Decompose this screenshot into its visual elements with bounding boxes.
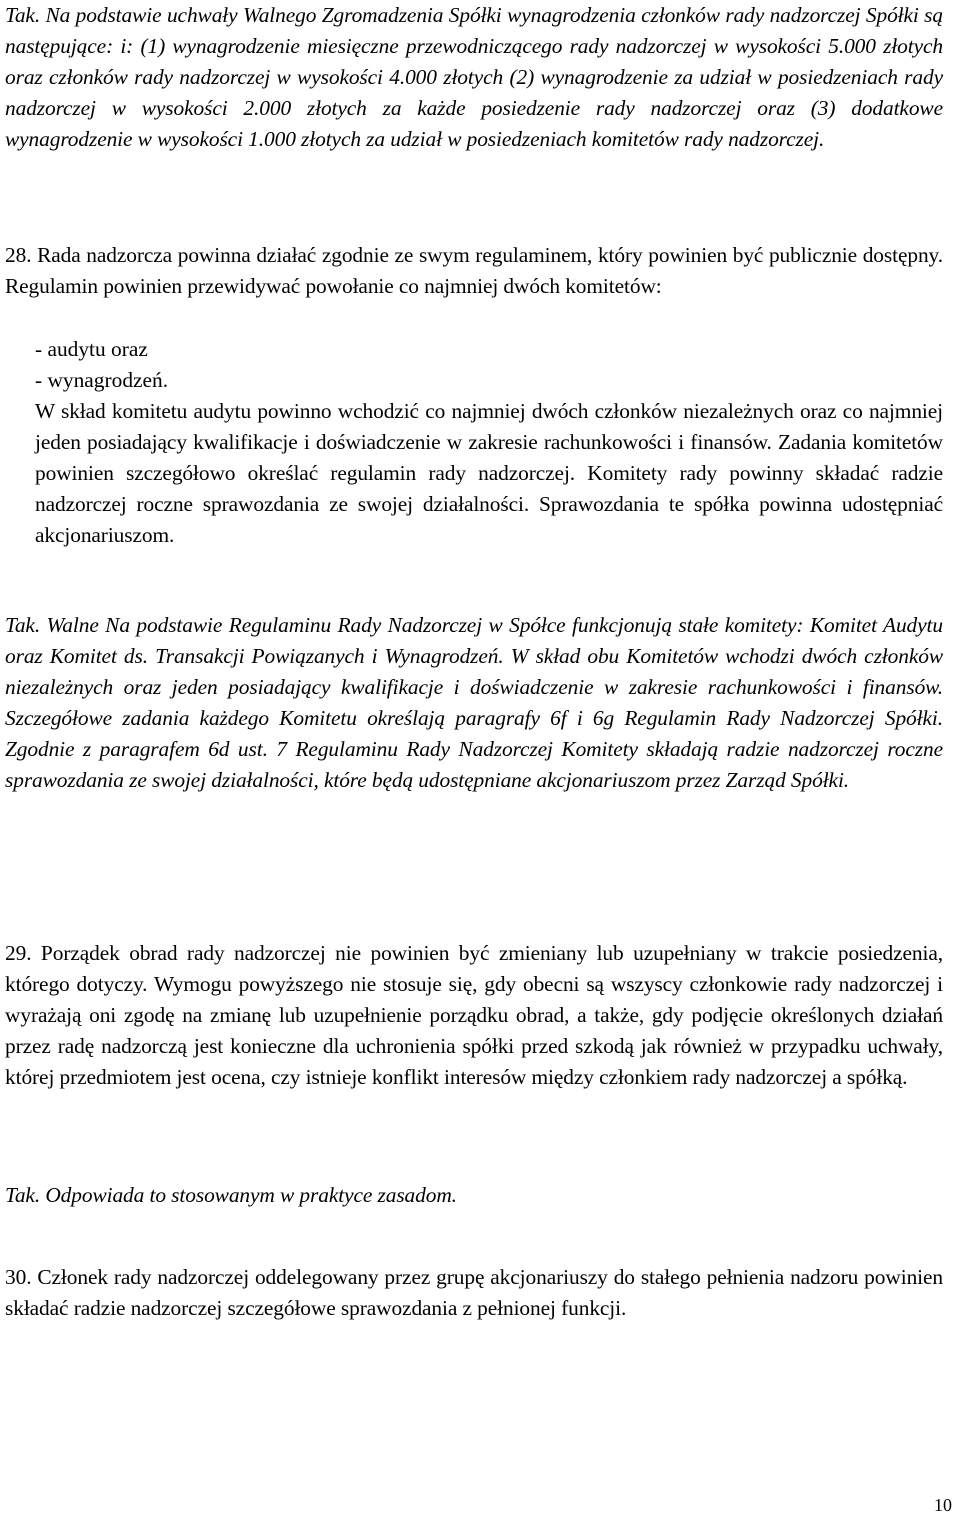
list-item-audit: - audytu oraz xyxy=(35,337,148,361)
list-item-remuneration: - wynagrodzeń. xyxy=(35,368,169,392)
answer-paragraph-27: Tak. Na podstawie uchwały Walnego Zgromadzenia Spółki wynagrodzenia członków rady nadzorczej Spółki są następujące: i: (1) wynagrodzenie miesięczne przewodniczącego rady nadzorczej w wysokości 5.000 złotych oraz członków rady nadzorczej w wysokości 4.000 złotych (2) wynagrodzenie za udział w posiedzeniach rady nadzorczej w wysokości 2.000 złotych za każde posiedzenie rady nadzorczej oraz (3) dodatkowe wynagrodzenie w wysokości 1.000 złotych za udział w posiedzeniach komitetów rady nadzorczej. xyxy=(5,3,943,151)
answer-paragraph-29: Tak. Odpowiada to stosowanym w praktyce zasadom. xyxy=(5,1183,457,1207)
rule-paragraph-30: 30. Członek rady nadzorczej oddelegowany przez grupę akcjonariuszy do stałego pełnienia nadzoru powinien składać radzie nadzorczej szczegółowe sprawozdania z pełnionej funkcji. xyxy=(5,1265,943,1320)
page-number: 10 xyxy=(934,1495,952,1515)
answer-paragraph-28: Tak. Walne Na podstawie Regulaminu Rady Nadzorczej w Spółce funkcjonują stałe komitety: Komitet Audytu oraz Komitet ds. Transakcji Powiązanych i Wynagrodzeń. W skład obu Komitetów wchodzi dwóch członków niezależnych oraz jeden posiadający kwalifikacje i doświadczenie w zakresie rachunkowości i finansów. Szczegółowe zadania każdego Komitetu określają paragrafy 6f i 6g Regulamin Rady Nadzorczej Spółki. Zgodnie z paragrafem 6d ust. 7 Regulaminu Rady Nadzorczej Komitety składają radzie nadzorczej roczne sprawozdania ze swojej działalności, które będą udostępniane akcjonariuszom przez Zarząd Spółki. xyxy=(5,613,943,792)
rule-paragraph-28: 28. Rada nadzorcza powinna działać zgodnie ze swym regulaminem, który powinien być publicznie dostępny. Regulamin powinien przewidywać powołanie co najmniej dwóch komitetów: xyxy=(5,243,943,298)
rule-paragraph-29: 29. Porządek obrad rady nadzorczej nie powinien być zmieniany lub uzupełniany w trakcie posiedzenia, którego dotyczy. Wymogu powyższego nie stosuje się, gdy obecni są wszyscy członkowie rady nadzorczej i wyrażają oni zgodę na zmianę lub uzupełnienie porządku obrad, a także, gdy podjęcie określonych działań przez radę nadzorczą jest konieczne dla uchronienia spółki przed szkodą jak również w przypadku uchwały, której przedmiotem jest ocena, czy istnieje konflikt interesów między członkiem rady nadzorczej a spółką. xyxy=(5,941,943,1089)
rule-paragraph-28-continued: W skład komitetu audytu powinno wchodzić co najmniej dwóch członków niezależnych oraz co najmniej jeden posiadający kwalifikacje i doświadczenie w zakresie rachunkowości i finansów. Zadania komitetów powinien szczegółowo określać regulamin rady nadzorczej. Komitety rady powinny składać radzie nadzorczej roczne sprawozdania ze swojej działalności. Sprawozdania te spółka powinna udostępniać akcjonariuszom. xyxy=(35,399,943,547)
